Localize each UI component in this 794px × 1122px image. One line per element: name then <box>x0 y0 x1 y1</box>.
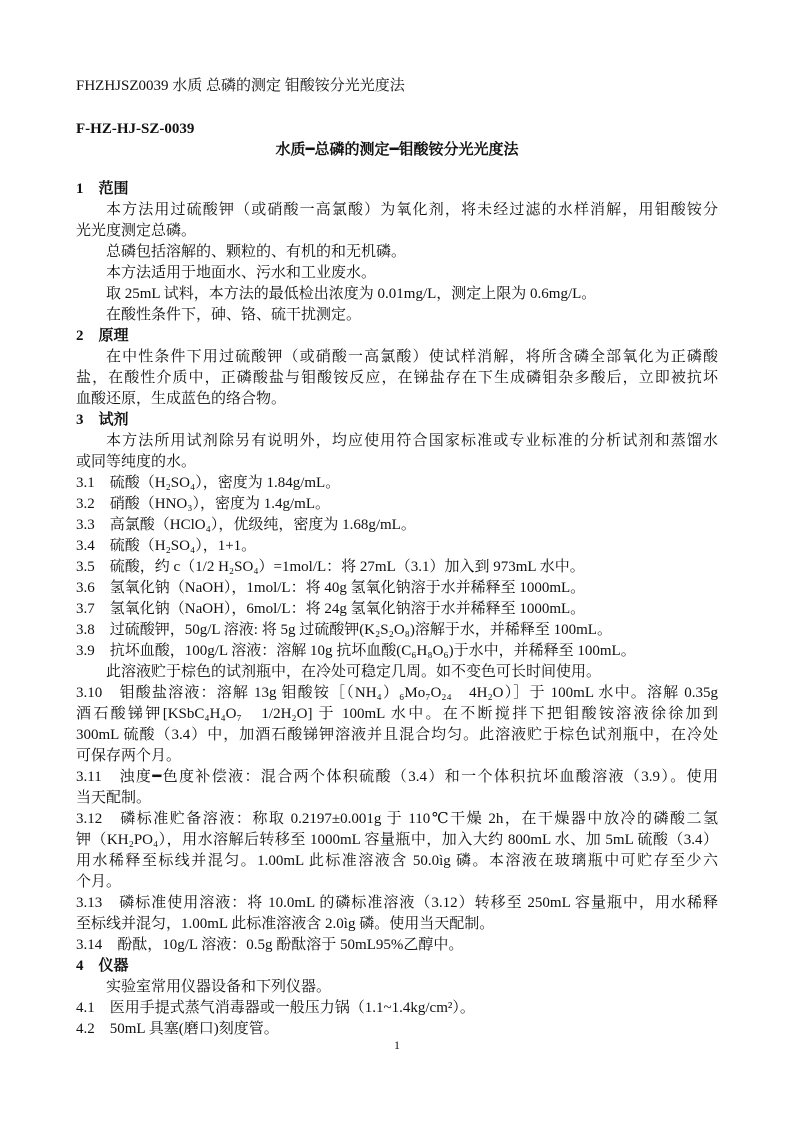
reagent-item: 3.11 浊度━色度补偿液：混合两个体积硫酸（3.4）和一个体积抗坏血酸溶液（3.9）。使用 <box>76 769 718 785</box>
paragraph-line: 个月。 <box>76 874 122 890</box>
reagent-item: 3.8 过硫酸钾，50g/L 溶液: 将 5g 过硫酸钾(K₂S₂O₈)溶解于水，并稀释至 100mL。 <box>76 622 612 638</box>
paragraph-line: 血酸还原，生成蓝色的络合物。 <box>76 391 287 407</box>
section-heading: 2 原理 <box>76 328 129 344</box>
paragraph-line: 此溶液贮于棕色的试剂瓶中，在冷处可稳定几周。如不变色可长时间使用。 <box>106 664 602 680</box>
apparatus-item: 4.1 医用手提式蒸气消毒器或一般压力锅（1.1~1.4kg/cm²）。 <box>76 1000 475 1016</box>
paragraph-line: 本方法用过硫酸钾（或硝酸一高氯酸）为氧化剂，将未经过滤的水样消解，用钼酸铵分 <box>106 202 718 218</box>
reagent-item: 3.6 氢氧化钠（NaOH），1mol/L：将 40g 氢氧化钠溶于水并稀释至 1000mL。 <box>76 580 586 596</box>
reagent-item: 3.7 氢氧化钠（NaOH），6mol/L：将 24g 氢氧化钠溶于水并稀释至 1000mL。 <box>76 601 586 617</box>
running-header: FHZHJSZ0039 水质 总磷的测定 钼酸铵分光光度法 <box>76 78 405 94</box>
paragraph-line: 光光度测定总磷。 <box>76 223 197 239</box>
paragraph-line: 本方法所用试剂除另有说明外，均应使用符合国家标准或专业标准的分析试剂和蒸馏水 <box>106 433 718 449</box>
reagent-item: 3.13 磷标准使用溶液：将 10.0mL 的磷标准溶液（3.12）转移至 250mL 容量瓶中，用水稀释 <box>76 895 718 911</box>
reagent-item: 3.9 抗坏血酸，100g/L 溶液：溶解 10g 抗坏血酸(C₆H₈O₆)于水中，并稀释至 100mL。 <box>76 643 636 659</box>
paragraph-line: 钾（KH₂PO₄），用水溶解后转移至 1000mL 容量瓶中，加入大约 800mL 水、加 5mL 硫酸（3.4） <box>76 832 718 848</box>
section-heading: 1 范围 <box>76 181 129 197</box>
paragraph-line: 至标线并混匀，1.00mL 此标准溶液含 2.0ìg 磷。使用当天配制。 <box>76 916 495 932</box>
paragraph-line: 取 25mL 试料，本方法的最低检出浓度为 0.01mg/L，测定上限为 0.6mg/L。 <box>106 286 597 302</box>
section-heading: 4 仪器 <box>76 958 129 974</box>
page-number: 1 <box>394 1038 400 1052</box>
document-title: 水质━总磷的测定━钼酸铵分光光度法 <box>275 142 519 158</box>
document-code: F-HZ-HJ-SZ-0039 <box>76 121 195 137</box>
paragraph-line: 可保存两个月。 <box>76 748 182 764</box>
document-body <box>76 76 718 1040</box>
reagent-item: 3.3 高氯酸（HClO₄），优级纯，密度为 1.68g/mL。 <box>76 517 416 533</box>
paragraph-line: 在酸性条件下，砷、铬、硫干扰测定。 <box>106 307 362 323</box>
paragraph-line: 本方法适用于地面水、污水和工业废水。 <box>106 265 377 281</box>
reagent-item: 3.10 钼酸盐溶液：溶解 13g 钼酸铵［（NH₄）₆Mo₇O₂₄ 4H₂O）］于 100mL 水中。溶解 0.35g <box>76 685 718 701</box>
section-heading: 3 试剂 <box>76 412 129 428</box>
paragraph-line: 用水稀释至标线并混匀。1.00mL 此标准溶液含 50.0ìg 磷。本溶液在玻璃瓶中可贮存至少六 <box>76 853 718 869</box>
paragraph-line: 300mL 硫酸（3.4）中，加酒石酸锑钾溶液并且混合均匀。此溶液贮于棕色试剂瓶中，在冷处 <box>76 727 718 743</box>
paragraph-line: 在中性条件下用过硫酸钾（或硝酸一高氯酸）使试样消解，将所含磷全部氧化为正磷酸 <box>106 349 718 365</box>
reagent-item: 3.2 硝酸（HNO₃），密度为 1.4g/mL。 <box>76 496 330 512</box>
paragraph-line: 总磷包括溶解的、颗粒的、有机的和无机磷。 <box>106 244 407 260</box>
reagent-item: 3.5 硫酸，约 c（1/2 H₂SO₄）=1mol/L：将 27mL（3.1）加入到 973mL 水中。 <box>76 559 585 575</box>
reagent-item: 3.1 硫酸（H₂SO₄），密度为 1.84g/mL。 <box>76 475 341 491</box>
paragraph-line: 或同等纯度的水。 <box>76 454 197 470</box>
paragraph-line: 实验室常用仪器设备和下列仪器。 <box>106 979 332 995</box>
paragraph-line: 当天配制。 <box>76 790 152 806</box>
paragraph-line: 酒石酸锑钾[KSbC₄H₄O₇ 1/2H₂O] 于 100mL 水中。在不断搅拌下把钼酸铵溶液徐徐加到 <box>76 706 718 722</box>
paragraph-line: 盐，在酸性介质中，正磷酸盐与钼酸铵反应，在锑盐存在下生成磷钼杂多酸后，立即被抗坏 <box>76 370 718 386</box>
reagent-item: 3.4 硫酸（H₂SO₄），1+1。 <box>76 538 257 554</box>
reagent-item: 3.14 酚酞，10g/L 溶液：0.5g 酚酞溶于 50mL95%乙醇中。 <box>76 937 464 953</box>
reagent-item: 3.12 磷标准贮备溶液：称取 0.2197±0.001g 于 110℃干燥 2h，在干燥器中放冷的磷酸二氢 <box>76 811 718 827</box>
apparatus-item: 4.2 50mL 具塞(磨口)刻度管。 <box>76 1021 279 1037</box>
